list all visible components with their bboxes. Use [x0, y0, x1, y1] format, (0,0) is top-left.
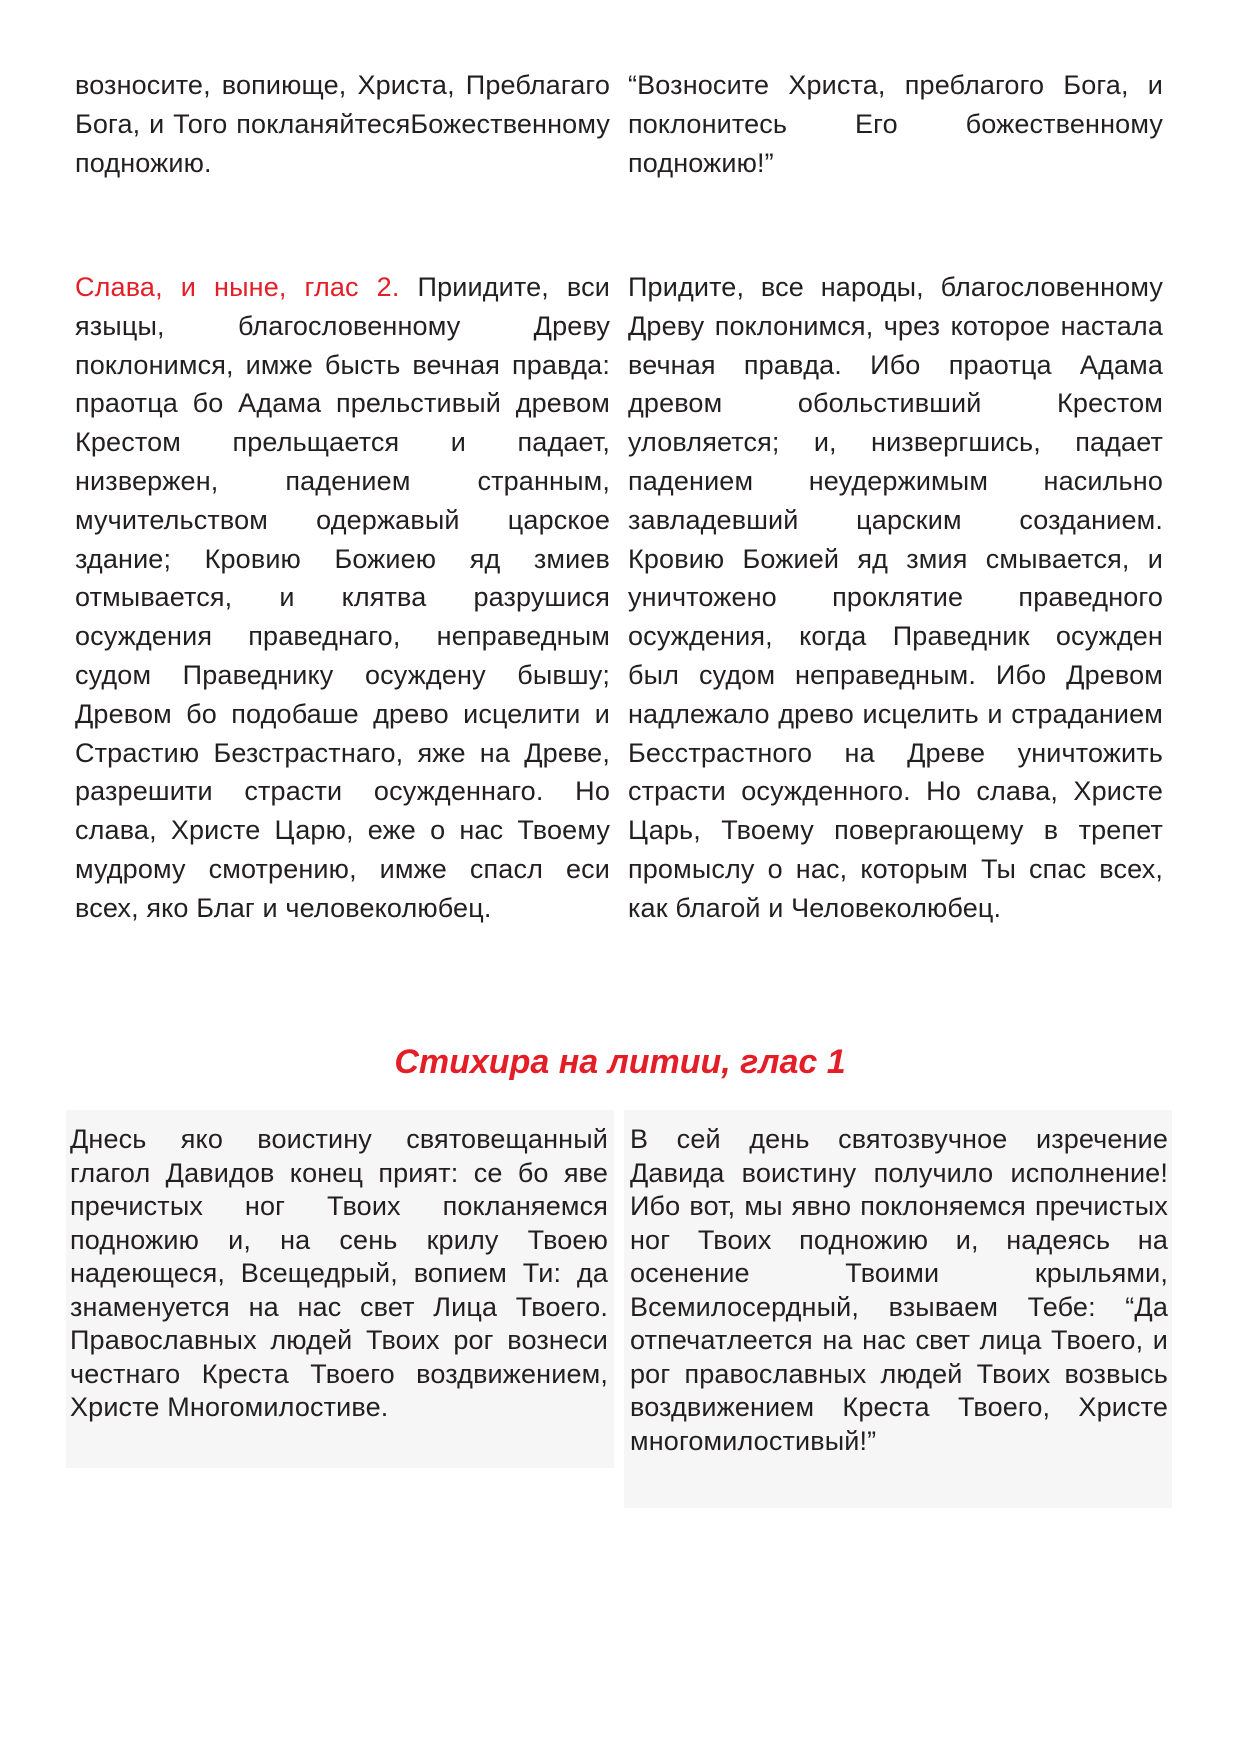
section-title: Стихира на литии, глас 1	[394, 1043, 846, 1081]
block2-rubric: Слава, и ныне, глас 2.	[75, 272, 400, 302]
block3-right-text: В сей день святозвучное изречение Давида воистину получило исполнение! Ибо вот, мы явно поклоняемся пречистых ног Твоих подножию и, надеясь на осенение Твоими крыльями, Всемилосердный, взываем Тебе: “Да отпечатлеется на нас свет лица Твоего, и рог православных людей Твоих возвысь воздвижением Креста Твоего, Христе многомилостивый!”	[630, 1124, 1168, 1456]
block2-left-text: Приидите, вси языцы, благословенному Древу поклонимся, имже бысть вечная правда: праотца бо Адама прельстивый древом Крестом прельщается и падает, низвержен, падением странным, мучительством одержавый царское здание; Кровию Божиею яд змиев отмывается, и клятва разрушися осуждения праведнаго, неправедным судом Праведнику осуждену бывшу; Древом бо подобаше древо исцелити и Страстию Безстрастнаго, яже на Древе, разрешити страсти осужденнаго. Но слава, Христе Царю, еже о нас Твоему мудрому смотрению, имже спасл еси всех, яко Благ и человеколюбец.	[75, 272, 610, 923]
block2-russian	[628, 268, 1163, 928]
block1-church-slavonic	[75, 66, 610, 182]
block1-russian	[628, 66, 1163, 182]
block3-russian	[630, 1123, 1168, 1458]
block1-left-text: возносите, вопиюще, Христа, Преблагаго Бога, и Того покланяйтесяБожественному подножию.	[75, 70, 610, 178]
block3-church-slavonic	[70, 1123, 608, 1425]
block2-church-slavonic	[75, 268, 610, 928]
block2-right-text: Придите, все народы, благословенному Древу поклонимся, чрез которое настала вечная правда. Ибо праотца Адама древом обольстивший Крестом уловляется; и, низвергшись, падает падением неудержимым насильно завладевший царским созданием. Кровию Божией яд змия смывается, и уничтожено проклятие праведного осуждения, когда Праведник осужден был судом неправедным. Ибо Древом надлежало древо исцелить и страданием Бесстрастного на Древе уничтожить страсти осужденного. Но слава, Христе Царь, Твоему повергающему в трепет промыслу о нас, которым Ты спас всех, как благой и Человеколюбец.	[628, 272, 1163, 923]
block3-left-text: Днесь яко воистину святовещанный глагол Давидов конец прият: се бо яве пречистых ног Твоих покланяемся подножию и, на сень крилу Твоею надеющеся, Всещедрый, вопием Ти: да знаменуется на нас свет Лица Твоего. Православных людей Твоих рог вознеси честнаго Креста Твоего воздвижением, Христе Многомилостиве.	[70, 1124, 608, 1422]
block1-right-text: “Возносите Христа, преблагого Бога, и поклонитесь Его божественному подножию!”	[628, 70, 1163, 178]
